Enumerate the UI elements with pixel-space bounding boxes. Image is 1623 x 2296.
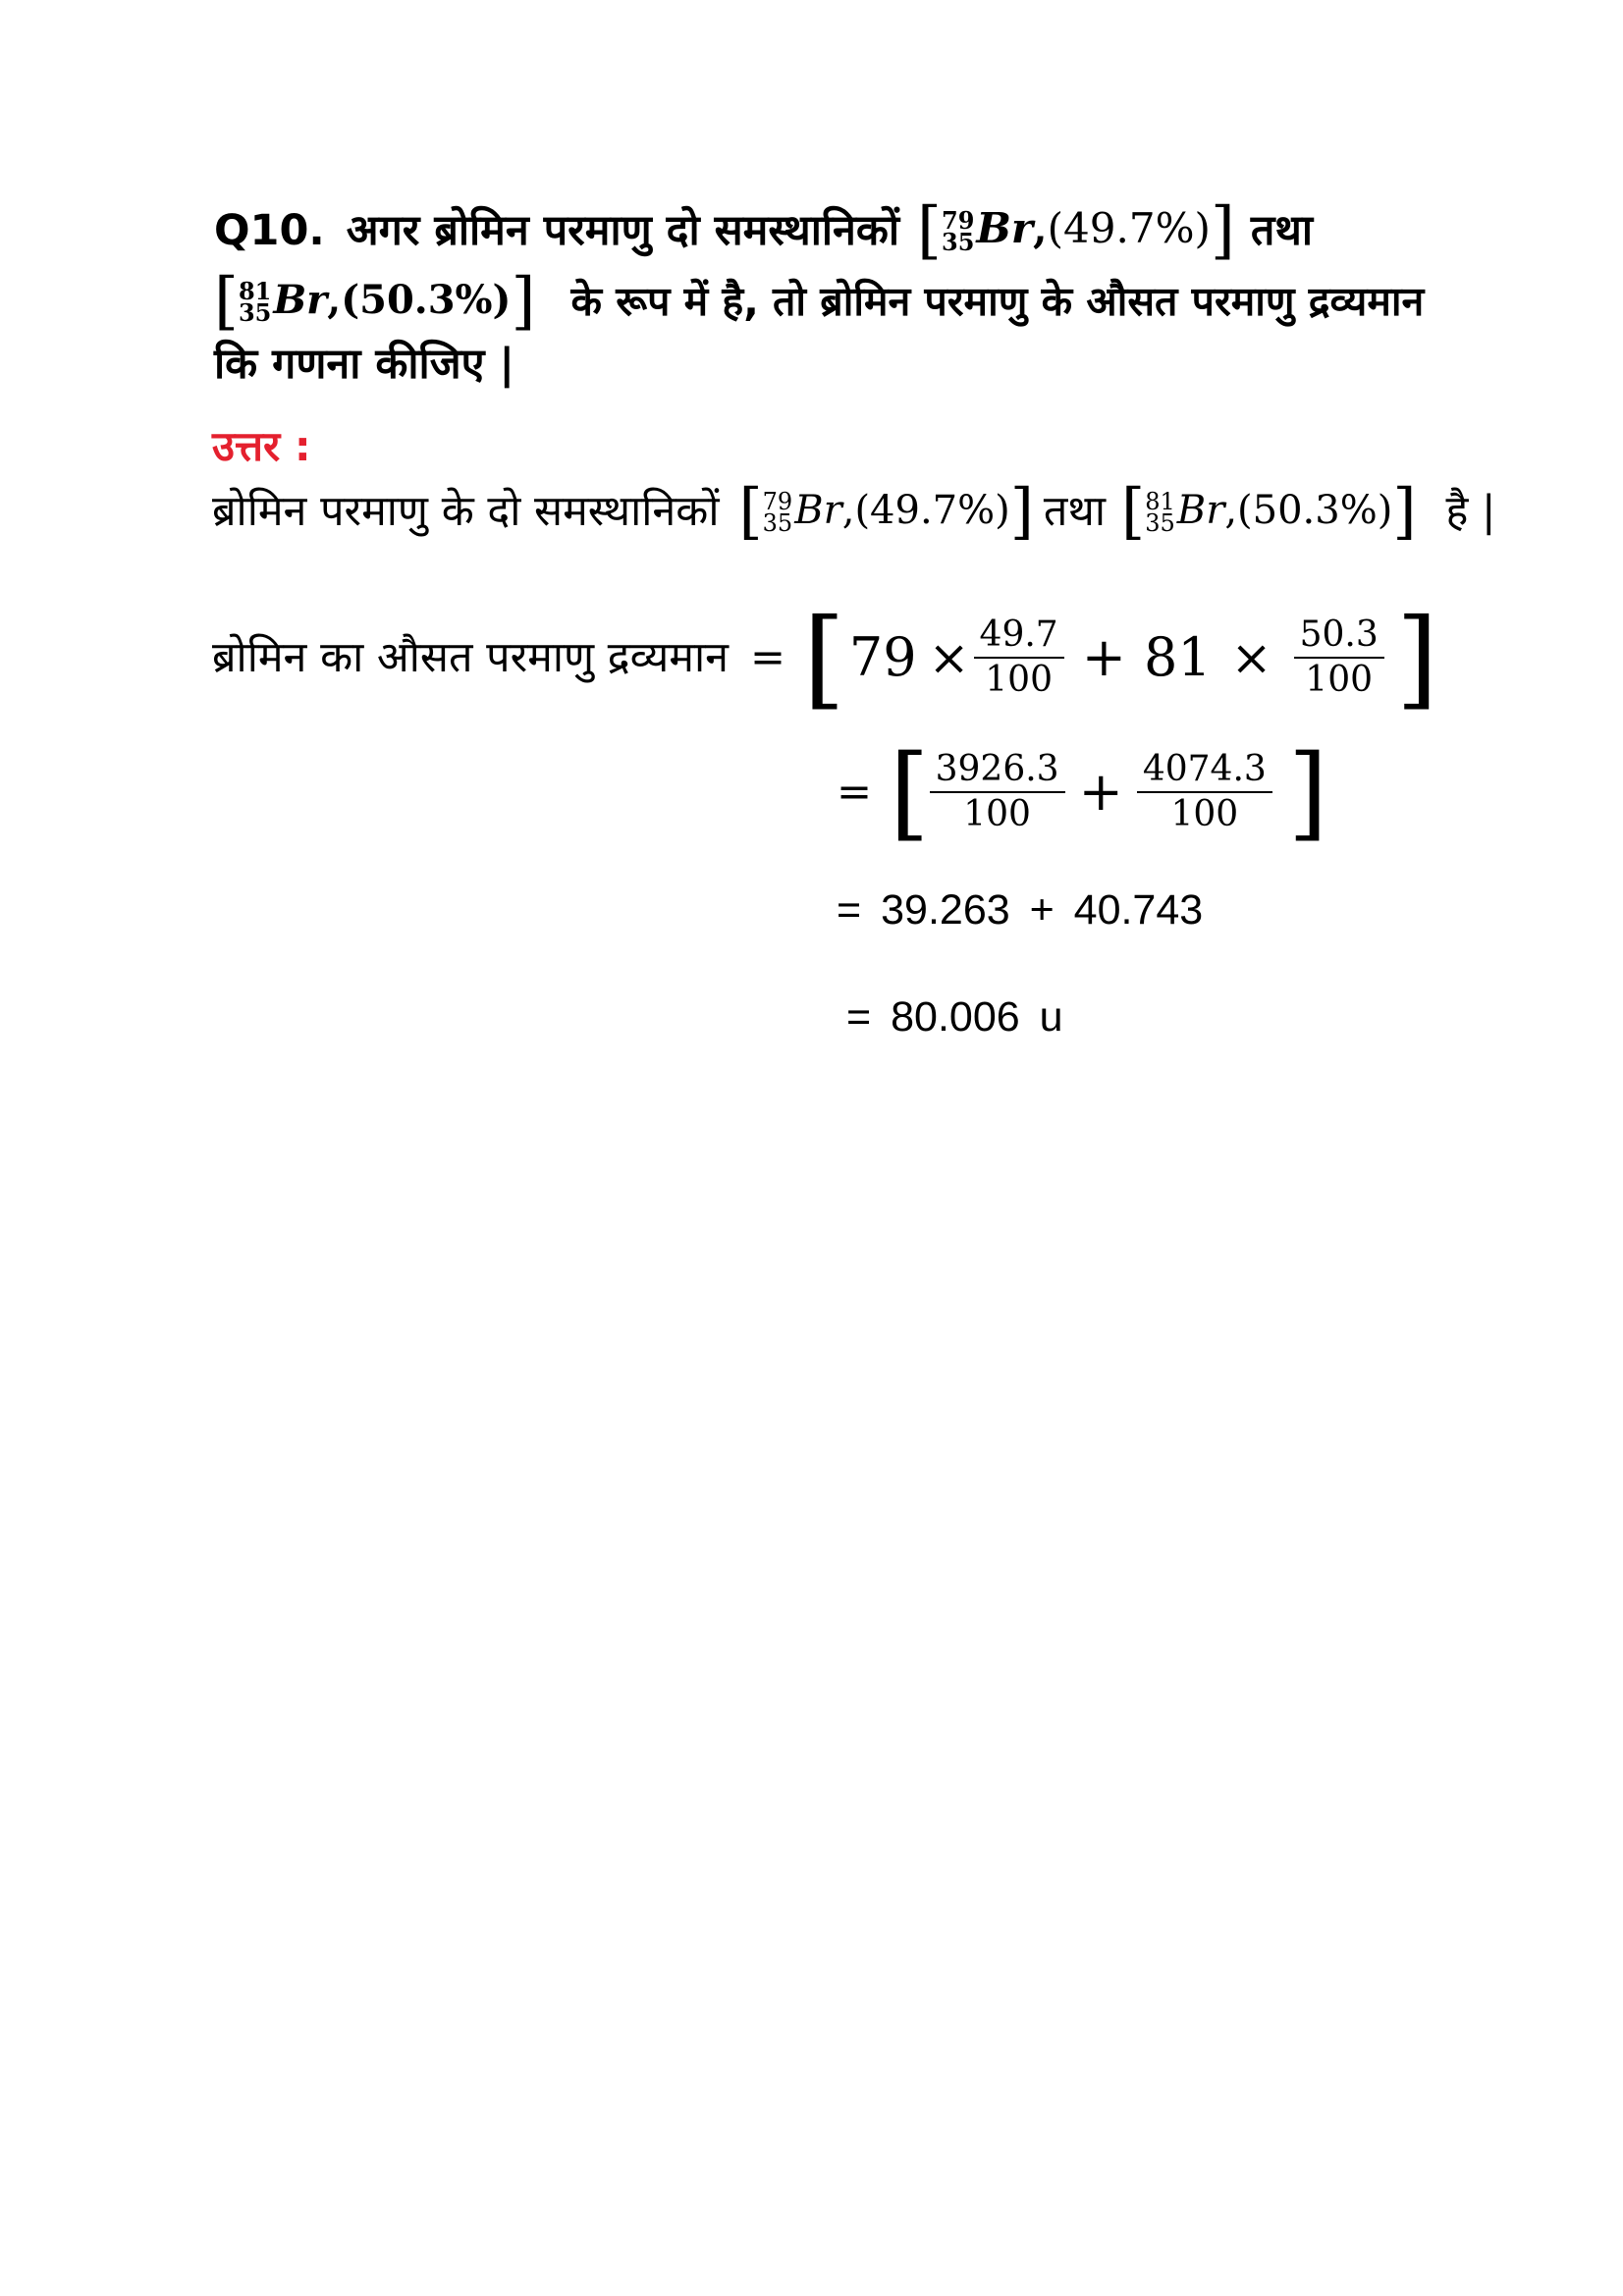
bracket-open: [ — [917, 194, 942, 267]
final-result: 80.006 u — [891, 993, 1063, 1041]
question-number: Q10. — [214, 205, 325, 255]
value-79: 79 — [848, 626, 917, 688]
value-81: 81 — [1143, 626, 1212, 688]
bracket-open: [ — [1121, 475, 1146, 547]
fraction-3: $\frac{3926.3}{100}$ — [930, 752, 1065, 832]
answer-label: उत्तर : — [212, 422, 311, 470]
equals-sign: = — [837, 767, 873, 817]
bracket-open: [ — [738, 475, 763, 547]
isotope-2-answer: 81 35 Br,(50.3%) — [1145, 488, 1393, 537]
plus-sign: + — [1078, 761, 1123, 823]
times-sign: × — [1230, 629, 1272, 686]
bracket-close: ] — [1392, 475, 1417, 547]
isotope-2: 81 35 Br,(50.3%) — [238, 277, 512, 327]
calc-step-1 — [212, 595, 1438, 721]
answer-end: है | — [1445, 486, 1496, 536]
plus-sign: + — [1081, 626, 1126, 688]
calc-step-4 — [846, 993, 1063, 1041]
question-conj: तथा — [1250, 205, 1313, 255]
isotope-1-answer: 79 35 Br,(49.7%) — [762, 488, 1010, 537]
bracket-close: ] — [1210, 194, 1235, 267]
fraction-4: $\frac{4074.3}{100}$ — [1137, 752, 1272, 832]
fraction-2: $\frac{50.3}{100}$ — [1294, 617, 1384, 698]
question-line-2 — [214, 267, 1424, 336]
equals-sign: = — [837, 886, 862, 934]
answer-text-1: ब्रोमिन परमाणु के दो समस्थानिकों — [212, 486, 720, 536]
question-line-3: कि गणना कीजिए | — [214, 340, 515, 389]
isotope-1: 79 35 Br,(49.7%) — [942, 204, 1211, 256]
question-line-1 — [214, 196, 1313, 265]
fraction-1: $\frac{49.7}{100}$ — [974, 617, 1064, 698]
bracket-open: [ — [890, 732, 930, 852]
question-text-1: अगर ब्रोमिन परमाणु दो समस्थानिकों — [346, 205, 900, 255]
bracket-close: ] — [511, 265, 536, 338]
bracket-close: ] — [1009, 475, 1034, 547]
bracket-open: [ — [803, 595, 845, 721]
equals-sign: = — [846, 993, 872, 1041]
bracket-close: ] — [1395, 595, 1438, 721]
bracket-close: ] — [1287, 732, 1328, 852]
calc-step-3 — [837, 886, 1203, 934]
sum-expression: 39.263 + 40.743 — [881, 886, 1204, 934]
answer-line-1 — [212, 477, 1496, 546]
answer-conj: तथा — [1043, 486, 1107, 536]
equals-sign: = — [749, 632, 785, 682]
question-text-2: के रूप में है, तो ब्रोमिन परमाणु के औसत परमाणु द्रव्यमान — [570, 277, 1425, 325]
bracket-open: [ — [214, 265, 239, 338]
times-sign: × — [928, 629, 970, 686]
calc-label: ब्रोमिन का औसत परमाणु द्रव्यमान — [212, 632, 729, 682]
calc-step-2 — [837, 732, 1328, 852]
